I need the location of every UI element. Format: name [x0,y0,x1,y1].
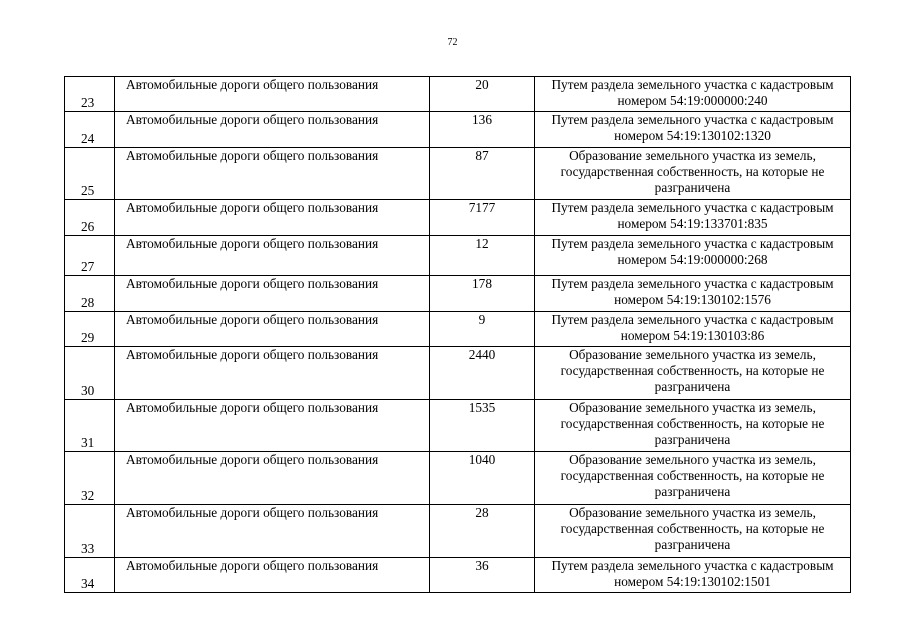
row-purpose: Автомобильные дороги общего пользования [115,400,430,452]
table-row [65,400,851,452]
page-number: 72 [447,37,458,48]
table-row [65,77,851,112]
table-row [65,112,851,148]
row-area: 20 [430,77,535,112]
row-purpose: Автомобильные дороги общего пользования [115,452,430,505]
row-method: Образование земельного участка из земель, государственная собственность, на которые не разграничена [535,148,851,200]
row-purpose: Автомобильные дороги общего пользования [115,236,430,276]
table-row [65,505,851,558]
row-number: 30 [65,347,115,400]
row-number: 31 [65,400,115,452]
row-purpose: Автомобильные дороги общего пользования [115,112,430,148]
table-row [65,276,851,312]
row-purpose: Автомобильные дороги общего пользования [115,200,430,236]
row-area: 7177 [430,200,535,236]
table-row [65,347,851,400]
row-method: Путем раздела земельного участка с кадастровым номером 54:19:130103:86 [535,312,851,347]
row-purpose: Автомобильные дороги общего пользования [115,505,430,558]
row-number: 32 [65,452,115,505]
table-row [65,558,851,593]
row-method: Путем раздела земельного участка с кадастровым номером 54:19:130102:1320 [535,112,851,148]
row-area: 28 [430,505,535,558]
land-plots-table [64,76,851,593]
table-row [65,452,851,505]
row-area: 136 [430,112,535,148]
row-area: 2440 [430,347,535,400]
row-number: 24 [65,112,115,148]
row-method: Образование земельного участка из земель, государственная собственность, на которые не разграничена [535,347,851,400]
row-number: 29 [65,312,115,347]
row-number: 33 [65,505,115,558]
row-area: 9 [430,312,535,347]
row-method: Путем раздела земельного участка с кадастровым номером 54:19:130102:1576 [535,276,851,312]
table-row [65,200,851,236]
row-area: 36 [430,558,535,593]
row-method: Образование земельного участка из земель, государственная собственность, на которые не разграничена [535,452,851,505]
row-area: 1040 [430,452,535,505]
table-row [65,148,851,200]
row-purpose: Автомобильные дороги общего пользования [115,312,430,347]
row-method: Путем раздела земельного участка с кадастровым номером 54:19:133701:835 [535,200,851,236]
row-number: 28 [65,276,115,312]
row-area: 1535 [430,400,535,452]
row-area: 12 [430,236,535,276]
table-row [65,312,851,347]
row-method: Путем раздела земельного участка с кадастровым номером 54:19:000000:268 [535,236,851,276]
row-number: 23 [65,77,115,112]
row-purpose: Автомобильные дороги общего пользования [115,77,430,112]
row-number: 27 [65,236,115,276]
row-purpose: Автомобильные дороги общего пользования [115,347,430,400]
row-method: Путем раздела земельного участка с кадастровым номером 54:19:130102:1501 [535,558,851,593]
row-method: Образование земельного участка из земель, государственная собственность, на которые не разграничена [535,505,851,558]
table-row [65,236,851,276]
row-area: 178 [430,276,535,312]
row-method: Путем раздела земельного участка с кадастровым номером 54:19:000000:240 [535,77,851,112]
row-area: 87 [430,148,535,200]
row-purpose: Автомобильные дороги общего пользования [115,276,430,312]
row-number: 26 [65,200,115,236]
row-method: Образование земельного участка из земель, государственная собственность, на которые не разграничена [535,400,851,452]
row-purpose: Автомобильные дороги общего пользования [115,148,430,200]
row-number: 25 [65,148,115,200]
row-number: 34 [65,558,115,593]
row-purpose: Автомобильные дороги общего пользования [115,558,430,593]
